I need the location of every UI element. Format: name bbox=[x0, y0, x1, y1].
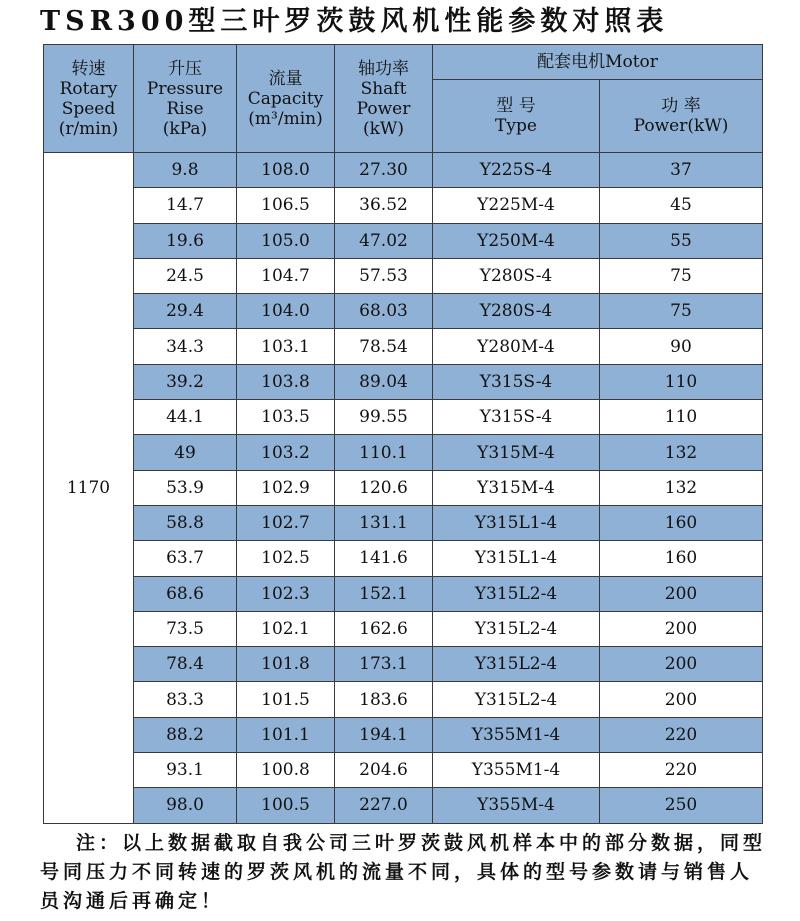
table-row bbox=[44, 400, 763, 435]
pressure-cell: 98.0 bbox=[134, 788, 237, 823]
footnote bbox=[40, 829, 770, 916]
pressure-cell: 14.7 bbox=[134, 188, 237, 223]
capacity-cell: 101.1 bbox=[237, 717, 335, 752]
pressure-cell: 58.8 bbox=[134, 505, 237, 540]
motor-power-cell: 200 bbox=[600, 611, 763, 646]
motor-type-cell: Y225S-4 bbox=[433, 153, 600, 188]
capacity-cell: 104.7 bbox=[237, 258, 335, 293]
motor-type-cell: Y250M-4 bbox=[433, 223, 600, 258]
motor-type-cell: Y315M-4 bbox=[433, 435, 600, 470]
capacity-cell: 103.2 bbox=[237, 435, 335, 470]
pressure-cell: 53.9 bbox=[134, 470, 237, 505]
motor-type-cell: Y280M-4 bbox=[433, 329, 600, 364]
motor-type-cell: Y280S-4 bbox=[433, 294, 600, 329]
motor-power-cell: 132 bbox=[600, 435, 763, 470]
motor-type-cell: Y315L2-4 bbox=[433, 647, 600, 682]
motor-type-cell: Y315L2-4 bbox=[433, 611, 600, 646]
motor-type-cell: Y315L1-4 bbox=[433, 541, 600, 576]
motor-power-cell: 220 bbox=[600, 717, 763, 752]
table-row bbox=[44, 753, 763, 788]
pressure-cell: 49 bbox=[134, 435, 237, 470]
shaft-power-cell: 36.52 bbox=[335, 188, 433, 223]
table-row bbox=[44, 505, 763, 540]
table-row bbox=[44, 717, 763, 752]
header-motor-type: 型 号 Type bbox=[433, 80, 600, 153]
shaft-power-cell: 141.6 bbox=[335, 541, 433, 576]
table-row bbox=[44, 541, 763, 576]
performance-table bbox=[43, 44, 763, 824]
motor-power-cell: 90 bbox=[600, 329, 763, 364]
header-motor-group: 配套电机Motor bbox=[433, 45, 763, 80]
table-row bbox=[44, 258, 763, 293]
motor-type-cell: Y315S-4 bbox=[433, 400, 600, 435]
capacity-cell: 103.8 bbox=[237, 364, 335, 399]
capacity-cell: 108.0 bbox=[237, 153, 335, 188]
motor-power-cell: 220 bbox=[600, 753, 763, 788]
motor-power-cell: 132 bbox=[600, 470, 763, 505]
motor-type-cell: Y355M1-4 bbox=[433, 717, 600, 752]
pressure-cell: 93.1 bbox=[134, 753, 237, 788]
footnote-text: 以上数据截取自我公司三叶罗茨鼓风机样本中的部分数据，同型号同压力不同转速的罗茨风机的流量不同，具体的型号参数请与销售人员沟通后再确定！ bbox=[40, 832, 767, 912]
table-row bbox=[44, 435, 763, 470]
pressure-cell: 39.2 bbox=[134, 364, 237, 399]
capacity-cell: 100.5 bbox=[237, 788, 335, 823]
motor-power-cell: 200 bbox=[600, 576, 763, 611]
table-row bbox=[44, 611, 763, 646]
shaft-power-cell: 183.6 bbox=[335, 682, 433, 717]
header-shaft-power: 轴功率 Shaft Power (kW) bbox=[335, 45, 433, 153]
shaft-power-cell: 47.02 bbox=[335, 223, 433, 258]
header-capacity: 流量 Capacity (m³/min) bbox=[237, 45, 335, 153]
pressure-cell: 29.4 bbox=[134, 294, 237, 329]
capacity-cell: 104.0 bbox=[237, 294, 335, 329]
pressure-cell: 68.6 bbox=[134, 576, 237, 611]
capacity-cell: 102.7 bbox=[237, 505, 335, 540]
shaft-power-cell: 68.03 bbox=[335, 294, 433, 329]
pressure-cell: 83.3 bbox=[134, 682, 237, 717]
header-speed: 转速 Rotary Speed (r/min) bbox=[44, 45, 134, 153]
table-row bbox=[44, 153, 763, 188]
pressure-cell: 9.8 bbox=[134, 153, 237, 188]
motor-power-cell: 160 bbox=[600, 505, 763, 540]
motor-power-cell: 110 bbox=[600, 364, 763, 399]
footnote-prefix: 注： bbox=[76, 832, 123, 854]
motor-type-cell: Y315M-4 bbox=[433, 470, 600, 505]
table-row bbox=[44, 470, 763, 505]
shaft-power-cell: 120.6 bbox=[335, 470, 433, 505]
pressure-cell: 34.3 bbox=[134, 329, 237, 364]
motor-type-cell: Y355M1-4 bbox=[433, 753, 600, 788]
table-row bbox=[44, 788, 763, 823]
speed-cell: 1170 bbox=[44, 153, 134, 824]
motor-power-cell: 75 bbox=[600, 294, 763, 329]
pressure-cell: 73.5 bbox=[134, 611, 237, 646]
motor-type-cell: Y315L1-4 bbox=[433, 505, 600, 540]
motor-power-cell: 200 bbox=[600, 647, 763, 682]
pressure-cell: 24.5 bbox=[134, 258, 237, 293]
capacity-cell: 102.3 bbox=[237, 576, 335, 611]
table-row bbox=[44, 682, 763, 717]
motor-power-cell: 200 bbox=[600, 682, 763, 717]
header-motor-power: 功 率 Power(kW) bbox=[600, 80, 763, 153]
motor-power-cell: 160 bbox=[600, 541, 763, 576]
pressure-cell: 44.1 bbox=[134, 400, 237, 435]
shaft-power-cell: 227.0 bbox=[335, 788, 433, 823]
shaft-power-cell: 99.55 bbox=[335, 400, 433, 435]
table-row bbox=[44, 364, 763, 399]
shaft-power-cell: 57.53 bbox=[335, 258, 433, 293]
capacity-cell: 102.5 bbox=[237, 541, 335, 576]
table-row bbox=[44, 647, 763, 682]
shaft-power-cell: 78.54 bbox=[335, 329, 433, 364]
capacity-cell: 105.0 bbox=[237, 223, 335, 258]
motor-power-cell: 55 bbox=[600, 223, 763, 258]
pressure-cell: 78.4 bbox=[134, 647, 237, 682]
capacity-cell: 102.1 bbox=[237, 611, 335, 646]
shaft-power-cell: 152.1 bbox=[335, 576, 433, 611]
capacity-cell: 101.5 bbox=[237, 682, 335, 717]
shaft-power-cell: 173.1 bbox=[335, 647, 433, 682]
table-row bbox=[44, 294, 763, 329]
capacity-cell: 106.5 bbox=[237, 188, 335, 223]
motor-power-cell: 75 bbox=[600, 258, 763, 293]
table-row bbox=[44, 223, 763, 258]
shaft-power-cell: 89.04 bbox=[335, 364, 433, 399]
capacity-cell: 103.5 bbox=[237, 400, 335, 435]
shaft-power-cell: 162.6 bbox=[335, 611, 433, 646]
motor-power-cell: 250 bbox=[600, 788, 763, 823]
shaft-power-cell: 110.1 bbox=[335, 435, 433, 470]
table-row bbox=[44, 329, 763, 364]
motor-power-cell: 37 bbox=[600, 153, 763, 188]
pressure-cell: 88.2 bbox=[134, 717, 237, 752]
motor-type-cell: Y225M-4 bbox=[433, 188, 600, 223]
motor-type-cell: Y315L2-4 bbox=[433, 682, 600, 717]
motor-power-cell: 45 bbox=[600, 188, 763, 223]
capacity-cell: 100.8 bbox=[237, 753, 335, 788]
motor-type-cell: Y280S-4 bbox=[433, 258, 600, 293]
motor-type-cell: Y315S-4 bbox=[433, 364, 600, 399]
page-title: TSR300型三叶罗茨鼓风机性能参数对照表 bbox=[40, 6, 669, 37]
table-row bbox=[44, 188, 763, 223]
motor-type-cell: Y355M-4 bbox=[433, 788, 600, 823]
pressure-cell: 19.6 bbox=[134, 223, 237, 258]
shaft-power-cell: 194.1 bbox=[335, 717, 433, 752]
motor-power-cell: 110 bbox=[600, 400, 763, 435]
table-body bbox=[44, 153, 763, 824]
table-row bbox=[44, 576, 763, 611]
shaft-power-cell: 204.6 bbox=[335, 753, 433, 788]
capacity-cell: 102.9 bbox=[237, 470, 335, 505]
pressure-cell: 63.7 bbox=[134, 541, 237, 576]
header-pressure: 升压 Pressure Rise (kPa) bbox=[134, 45, 237, 153]
capacity-cell: 103.1 bbox=[237, 329, 335, 364]
shaft-power-cell: 131.1 bbox=[335, 505, 433, 540]
capacity-cell: 101.8 bbox=[237, 647, 335, 682]
shaft-power-cell: 27.30 bbox=[335, 153, 433, 188]
motor-type-cell: Y315L2-4 bbox=[433, 576, 600, 611]
